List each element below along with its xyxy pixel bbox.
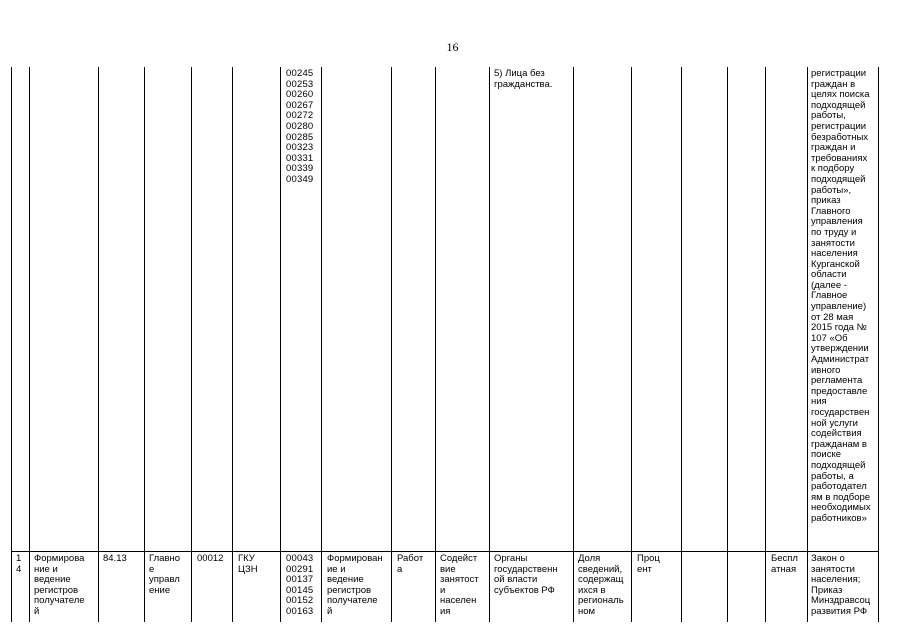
row14-okved: 84.13 <box>103 553 127 564</box>
page-number: 16 <box>446 40 459 54</box>
col-line <box>29 67 30 622</box>
row14-number: 1 4 <box>16 553 22 575</box>
col-line <box>144 67 145 622</box>
col-line <box>98 67 99 622</box>
col-line <box>232 67 233 622</box>
row14-founder: Главно е управл ение <box>149 553 181 596</box>
col-line <box>191 67 192 622</box>
col-line <box>681 67 682 622</box>
row14-name: Формирова ние и ведение регистров получателе й <box>34 553 85 617</box>
col-line <box>11 67 12 622</box>
row14-unit: Проц ент <box>637 553 660 575</box>
row14-legal-basis: Закон о занятости населения; Приказ Минздравсоц развития РФ <box>811 553 871 617</box>
top-row-recipients: 5) Лица без гражданства. <box>494 68 553 90</box>
row14-payment: Беспл атная <box>771 553 798 575</box>
top-row-legal-basis: регистрации граждан в целях поиска подходящей работы, регистрации безработных граждан и требованиях к подбору подходящей работы», приказ Главного управления по труду и занятости населения Курганской области (далее - Главное управление) от 28 мая 2015 года № 107 «Об утверждении Администрат ивного регламента предоставле ния государствен ной услуги содействия гражданам в поиске подходящей работы, а работодател ям в подборе необходимых работников» <box>811 68 871 524</box>
col-line <box>765 67 766 622</box>
top-row-codes: 00245 00253 00260 00267 00272 00280 00285 00323 00331 00339 00349 <box>286 68 314 185</box>
col-line <box>280 67 281 622</box>
col-line <box>391 67 392 622</box>
row14-recipients: Органы государственн ой власти субъектов РФ <box>494 553 558 596</box>
col-line <box>631 67 632 622</box>
row14-codes: 00043 00291 00137 00145 00152 00163 <box>286 553 314 617</box>
row14-content: Формирован ие и ведение регистров получателе й <box>327 553 383 617</box>
row-separator <box>11 551 879 552</box>
col-line <box>435 67 436 622</box>
row14-sphere: Содейст вие занятост и населен ия <box>440 553 479 617</box>
row14-institution: ГКУ ЦЗН <box>238 553 258 575</box>
row14-indicator: Доля сведений, содержащ ихся в региональ ном <box>578 553 624 617</box>
col-line <box>727 67 728 622</box>
col-line <box>878 67 879 622</box>
row14-type: Работ а <box>397 553 424 575</box>
col-line <box>807 67 808 622</box>
row14-founder-code: 00012 <box>197 553 224 564</box>
col-line <box>489 67 490 622</box>
col-line <box>321 67 322 622</box>
col-line <box>573 67 574 622</box>
